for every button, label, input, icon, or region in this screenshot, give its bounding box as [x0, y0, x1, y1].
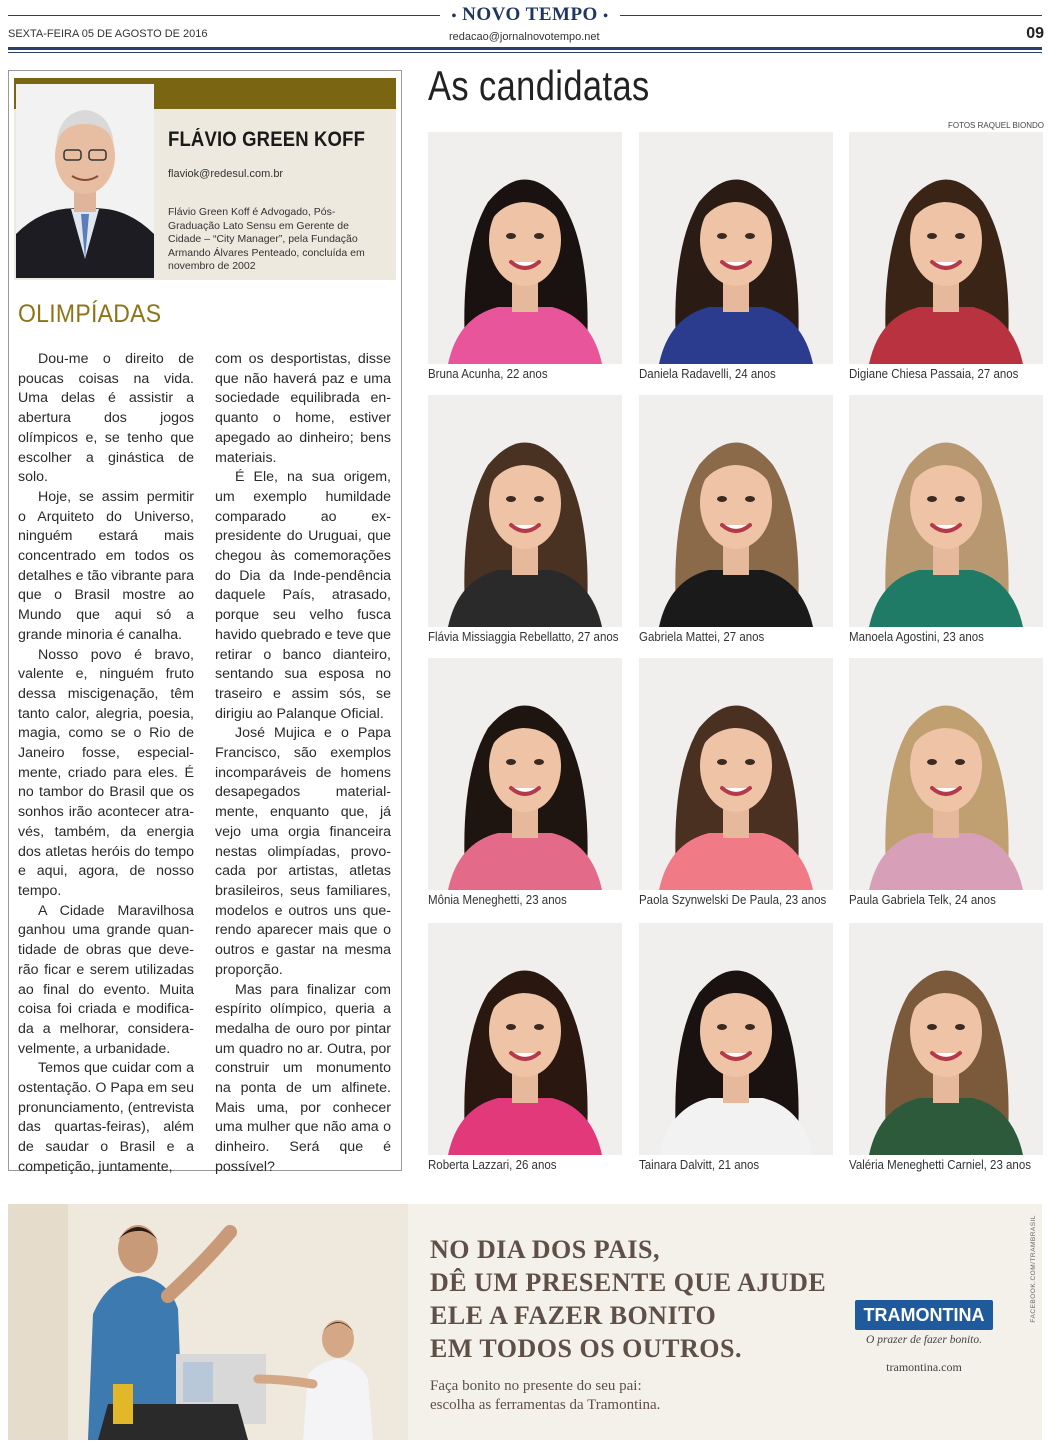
candidate-portrait-icon — [428, 132, 622, 364]
ad-subline-line: Faça bonito no presente do seu pai: — [430, 1378, 642, 1394]
candidate-caption: Roberta Lazzari, 26 anos — [428, 1158, 557, 1172]
candidate-caption: Paola Szynwelski De Paula, 23 anos — [639, 893, 827, 907]
candidate-caption: Manoela Agostini, 23 anos — [849, 630, 984, 644]
candidate-caption: Gabriela Mattei, 27 anos — [639, 630, 765, 644]
candidate-caption: Valéria Meneghetti Carniel, 23 anos — [849, 1158, 1031, 1172]
article-paragraph: Temos que cuidar com a ostentação. O Papa em seu pronunciamento, (entrevista das quartas-feiras), além de saudar o Brasil e a competição, juntamente, — [18, 1060, 194, 1175]
article-paragraph: Mas para finalizar com espírito olímpico, queria a medalha de ouro por pintar um quadro no ar. Outra, por construir um monumento na ponta de um alfinete. Mais uma, por conhecer uma mulher que não ama o dinheiro. Será que é possível? — [215, 981, 391, 1175]
article-paragraph: Hoje, se assim permitir o Arquiteto do Universo, ninguém estará mais concentrado em todos os detalhes e tão vibrante para que o Brasil mostre ao Mundo que aqui só a grande minoria é canalha. — [18, 488, 194, 643]
candidate-photo[interactable] — [428, 132, 622, 364]
candidate-photo[interactable] — [639, 658, 833, 890]
candidate-portrait-icon — [639, 395, 833, 627]
masthead-title: NOVO TEMPO — [462, 4, 598, 25]
article-column-2 — [215, 350, 391, 1178]
author-bio: Flávio Green Koff é Advogado, Pós-Graduação Lato Sensu em Gerente de Cidade – “City Manager”, pela Fundação Armando Álvares Penteado, concluída em novembro de 2002 — [168, 206, 365, 272]
author-email[interactable]: flaviok@redesul.com.br — [168, 168, 284, 180]
ad-headline-line: EM TODOS OS OUTROS. — [430, 1334, 742, 1363]
candidate-card — [849, 395, 1043, 644]
candidate-portrait-icon — [428, 395, 622, 627]
candidate-portrait-icon — [428, 658, 622, 890]
masthead-dot-left: • — [451, 9, 457, 24]
candidate-card — [849, 658, 1043, 907]
candidate-portrait-icon — [849, 132, 1043, 364]
article-paragraph: A Cidade Maravilhosa ganhou uma grande quantidade de obras que deverão ficar e serem utilizadas ao final do evento. Muita coisa foi criada e modificada a melhorar, consideravelmente, a urbanidade. — [18, 902, 194, 1057]
tramontina-logo[interactable]: TRAMONTINA — [855, 1300, 993, 1330]
newsroom-email[interactable]: redacao@jornalnovotempo.net — [449, 31, 600, 43]
candidate-card — [428, 395, 622, 644]
facebook-handle[interactable]: FACEBOOK.COM/TRAMBRASIL — [1030, 1215, 1037, 1323]
ad-photo-father-son — [8, 1204, 408, 1440]
candidate-caption: Tainara Dalvitt, 21 anos — [639, 1158, 760, 1172]
article-paragraph: com os desportistas, disse que não haverá paz e uma sociedade equilibrada enquanto o home, estiver apegado ao dinheiro; bens materiais. — [215, 351, 391, 466]
candidate-card — [849, 132, 1043, 381]
photo-credit: FOTOS RAQUEL BIONDO — [947, 121, 1044, 130]
candidate-photo[interactable] — [849, 395, 1043, 627]
candidate-caption: Flávia Missiaggia Rebellatto, 27 anos — [428, 630, 619, 644]
candidate-portrait-icon — [849, 395, 1043, 627]
ad-subline — [430, 1377, 660, 1415]
candidate-photo[interactable] — [849, 658, 1043, 890]
page-number: 09 — [1026, 25, 1044, 42]
masthead-dot-right: • — [603, 9, 609, 24]
brand-tagline: O prazer de fazer bonito. — [866, 1334, 982, 1346]
candidate-card — [639, 658, 833, 907]
candidate-card — [639, 395, 833, 644]
candidate-photo[interactable] — [428, 658, 622, 890]
candidate-portrait-icon — [849, 658, 1043, 890]
candidate-portrait-icon — [428, 923, 622, 1155]
candidate-photo[interactable] — [849, 923, 1043, 1155]
candidate-card — [428, 923, 622, 1172]
candidate-caption: Paula Gabriela Telk, 24 anos — [849, 893, 996, 907]
candidate-card — [639, 923, 833, 1172]
article-paragraph: É Ele, na sua origem, um exemplo humildade comparado ao ex-presidente do Uruguai, que chegou às comemorações do Dia da Inde-pendência daquele País, atrasado, porque seu velho fusca havido quebrado e teve que retirar o banco dianteiro, sentando sua esposa no traseiro e assim sós, se dirigiu ao Palanque Oficial. — [215, 469, 391, 722]
candidate-photo[interactable] — [639, 132, 833, 364]
article-paragraph: José Mujica e o Papa Francisco, são exemplos incomparáveis de homens desapegados materialmente, enquanto que, já vejo uma orgia financeira nestas olimpíadas, provocada por artistas, atletas brasileiros, seus familiares, modelos e outros uns querendo aparecer mais que o outros e gastar na mesma proporção. — [215, 725, 391, 978]
brand-url[interactable]: tramontina.com — [886, 1360, 962, 1374]
candidate-portrait-icon — [639, 132, 833, 364]
author-name: FLÁVIO GREEN KOFF — [168, 128, 366, 151]
candidate-card — [639, 132, 833, 381]
candidate-portrait-icon — [849, 923, 1043, 1155]
section-title: As candidatas — [428, 62, 650, 109]
ad-headline — [430, 1233, 826, 1365]
column-title: OLIMPÍADAS — [18, 300, 162, 328]
candidate-caption: Mônia Meneghetti, 23 anos — [428, 893, 567, 907]
candidate-portrait-icon — [639, 923, 833, 1155]
ad-headline-line: ELE A FAZER BONITO — [430, 1301, 717, 1330]
candidate-card — [428, 132, 622, 381]
article-paragraph: Nosso povo é bravo, valente e, ninguém fruto dessa miscigenação, têm tanto calor, alegria, poesia, magia, como se o Rio de Janeiro fosse, especialmente, criado para eles. É no tambor do Brasil que os sonhos irão acontecer através, também, da energia dos atletas heróis do tempo e aqui, agora, de nosso tempo. — [18, 646, 194, 899]
candidate-photo[interactable] — [639, 395, 833, 627]
candidate-caption: Digiane Chiesa Passaia, 27 anos — [849, 367, 1019, 381]
candidate-photo[interactable] — [428, 923, 622, 1155]
article-paragraph: Dou-me o direito de poucas coisas na vida. Uma delas é assistir a abertura dos jogos olímpicos e, se tenho que escolher a ginástica de solo. — [18, 351, 194, 486]
candidate-photo[interactable] — [639, 923, 833, 1155]
ad-headline-line: NO DIA DOS PAIS, — [430, 1235, 661, 1264]
ad-subline-line: escolha as ferramentas da Tramontina. — [430, 1397, 661, 1413]
masthead — [440, 4, 620, 26]
header-rule-bottom — [8, 47, 1042, 50]
article-column-1 — [18, 350, 194, 1178]
ad-headline-line: DÊ UM PRESENTE QUE AJUDE — [430, 1268, 827, 1297]
candidate-portrait-icon — [639, 658, 833, 890]
author-portrait — [16, 84, 154, 278]
candidate-card — [428, 658, 622, 907]
header-rule-bottom-thin — [8, 52, 1042, 53]
candidate-caption: Daniela Radavelli, 24 anos — [639, 367, 776, 381]
candidate-caption: Bruna Acunha, 22 anos — [428, 367, 548, 381]
issue-date: SEXTA-FEIRA 05 DE AGOSTO DE 2016 — [8, 28, 208, 40]
candidate-card — [849, 923, 1043, 1172]
candidate-photo[interactable] — [849, 132, 1043, 364]
candidate-photo[interactable] — [428, 395, 622, 627]
